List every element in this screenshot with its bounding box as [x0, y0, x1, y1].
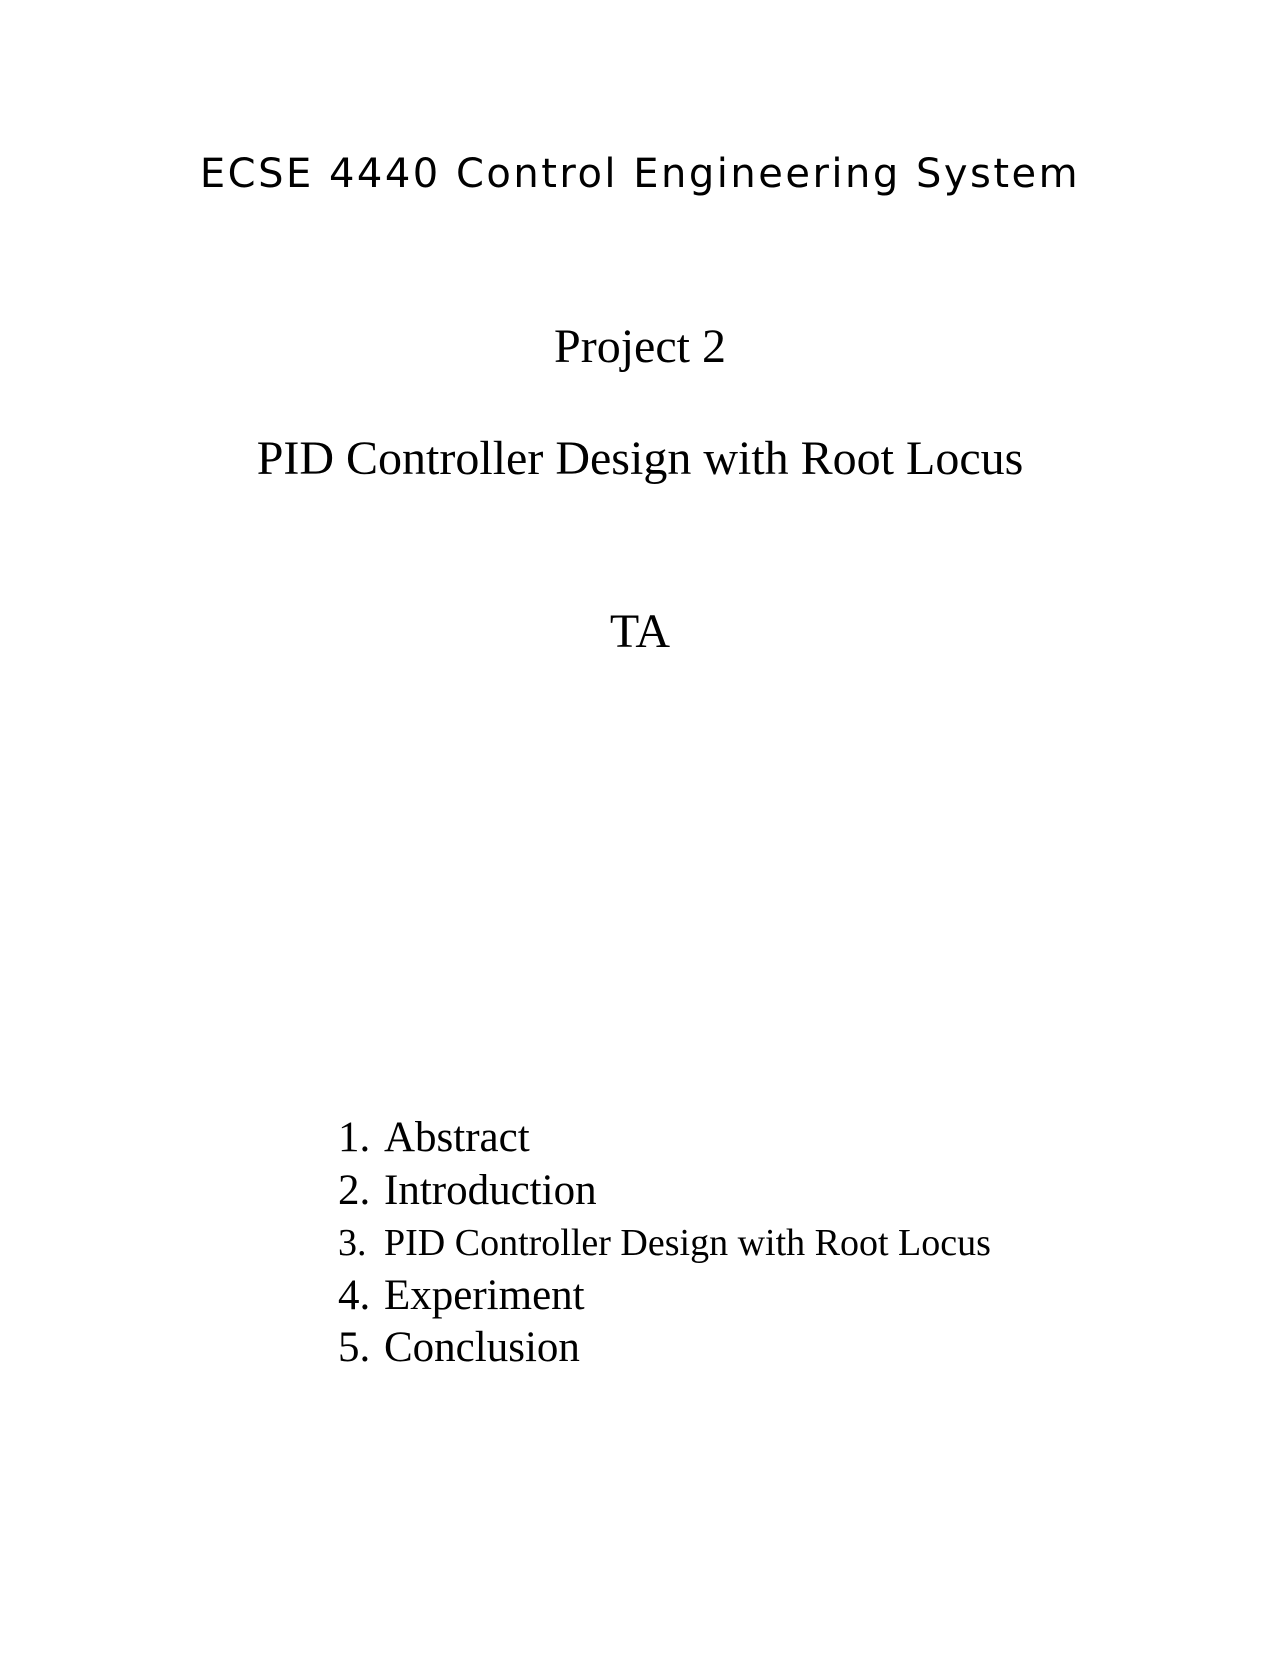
- toc-number: 2.: [338, 1166, 371, 1214]
- toc-label: Experiment: [384, 1271, 585, 1319]
- toc-item-abstract: [338, 1112, 991, 1165]
- course-title: ECSE 4440 Control Engineering System: [199, 151, 1081, 197]
- project-title: PID Controller Design with Root Locus: [256, 432, 1024, 485]
- toc-item-pid-design: [338, 1217, 991, 1270]
- toc-number: 4.: [338, 1271, 371, 1319]
- toc-item-introduction: [338, 1165, 991, 1218]
- toc-label: Abstract: [384, 1114, 530, 1161]
- toc-label: Introduction: [384, 1166, 597, 1214]
- author: TA: [609, 605, 671, 658]
- toc-label: PID Controller Design with Root Locus: [384, 1222, 991, 1264]
- toc-number: 1.: [338, 1114, 371, 1161]
- toc-number: 3.: [338, 1222, 367, 1264]
- toc-number: 5.: [338, 1324, 371, 1371]
- toc-label: Conclusion: [384, 1324, 580, 1371]
- project-number: Project 2: [554, 320, 726, 373]
- toc-item-conclusion: [338, 1322, 991, 1375]
- table-of-contents: [338, 1112, 991, 1375]
- toc-item-experiment: [338, 1270, 991, 1323]
